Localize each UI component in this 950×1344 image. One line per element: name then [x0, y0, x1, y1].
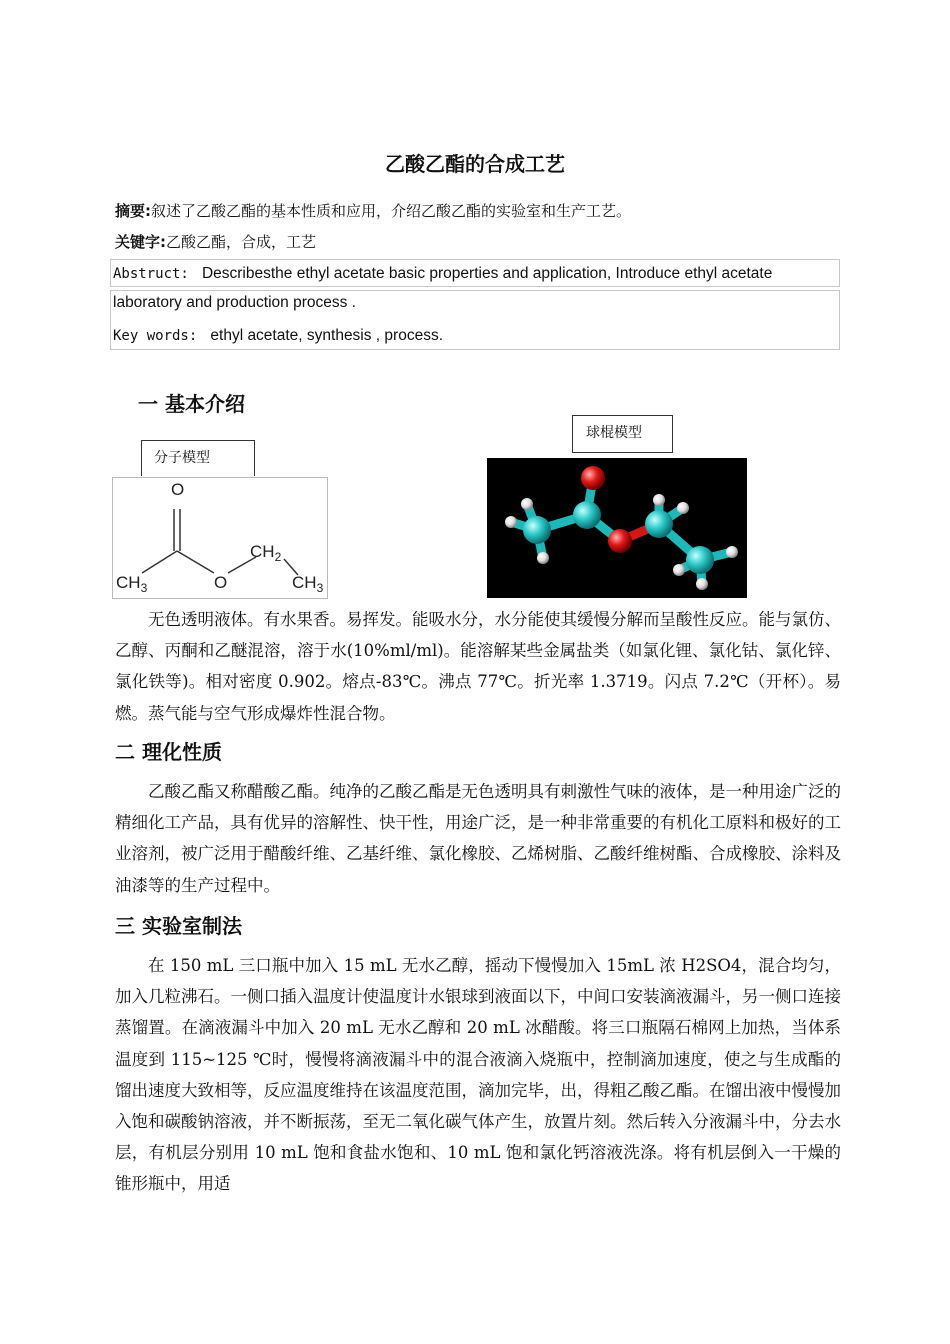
molecule-structure-figure [112, 477, 328, 599]
page-title: 乙酸乙酯的合成工艺 [385, 152, 565, 176]
atom-o-mid: O [214, 573, 228, 592]
molecule-label: 分子模型 [141, 440, 255, 476]
ballstick-label: 球棍模型 [572, 415, 673, 453]
section-heading-2: 二 理化性质 [115, 740, 222, 764]
keywords-en-text: ethyl acetate, synthesis , process. [210, 327, 444, 344]
abstract-en-text-2: laboratory and production process . [113, 294, 356, 311]
abstract-en-box-2 [110, 290, 840, 350]
keywords-cn [115, 231, 316, 252]
abstract-en-text: Describesthe ethyl acetate basic properties and application, Introduce ethyl acetate [201, 265, 773, 282]
abstract-en-label: Abstruct: [113, 266, 189, 282]
abstract-en-box [110, 259, 840, 287]
atom-o-top: O [171, 480, 185, 499]
group-ch2: $CH_2$ [250, 542, 282, 564]
group-ch3-right: $CH_3$ [292, 573, 324, 595]
section-heading-3: 三 实验室制法 [115, 914, 242, 938]
group-ch3-left: $CH_3$ [116, 573, 148, 595]
abstract-cn-text: 叙述了乙酸乙酯的基本性质和应用，介绍乙酸乙酯的实验室和生产工艺。 [151, 202, 632, 220]
section-heading-1: 一 基本介绍 [138, 392, 245, 416]
paragraph-lab: 在 150 mL 三口瓶中加入 15 mL 无水乙醇，摇动下慢慢加入 15mL 浓 H2SO4，混合均匀，加入几粒沸石。一侧口插入温度计使温度计水银球到液面以下，中间口安装滴液漏斗，另一侧口连接蒸馏置。在滴液漏斗中加入 20 mL 无水乙醇和 20 mL 冰醋酸。将三口瓶隔石棉网上加热，当体系温度到 115~125 ℃时，慢慢将滴液漏斗中的混合液滴入烧瓶中，控制滴加速度，使之与生成酯的馏出速度大致相等，反应温度维持在该温度范围，滴加完毕，出，得粗乙酸乙酯。在馏出液中慢慢加入饱和碳酸钠溶液，并不断振荡，至无二氧化碳气体产生，放置片刻。然后转入分液漏斗中，分去水层，有机层分别用 10 mL 饱和食盐水饱和、10 mL 饱和氯化钙溶液洗涤。将有机层倒入一干燥的锥形瓶中，用适 [115, 956, 841, 1194]
abstract-cn-label: 摘要: [115, 202, 151, 220]
paragraph-properties: 乙酸乙酯又称醋酸乙酯。纯净的乙酸乙酯是无色透明具有刺激性气味的液体，是一种用途广泛的精细化工产品，具有优异的溶解性、快干性，用途广泛，是一种非常重要的有机化工原料和极好的工业溶剂，被广泛用于醋酸纤维、乙基纤维、氯化橡胶、乙烯树脂、乙酸纤维树酯、合成橡胶、涂料及油漆等的生产过程中。 [115, 782, 841, 895]
ballstick-model-figure [487, 458, 747, 598]
keywords-en-label: Key words: [113, 328, 198, 344]
keywords-cn-text: 乙酸乙酯，合成，工艺 [166, 233, 317, 251]
paragraph-intro: 无色透明液体。有水果香。易挥发。能吸水分，水分能使其缓慢分解而呈酸性反应。能与氯仿、乙醇、丙酮和乙醚混溶，溶于水(10%ml/ml)。能溶解某些金属盐类（如氯化锂、氯化钴、氯化锌、氯化铁等)。相对密度 0.902。熔点-83℃。沸点 77℃。折光率 1.3719。闪点 7.2℃（开杯）。易燃。蒸气能与空气形成爆炸性混合物。 [115, 610, 841, 723]
abstract-cn [115, 200, 631, 221]
keywords-cn-label: 关键字: [115, 233, 166, 251]
